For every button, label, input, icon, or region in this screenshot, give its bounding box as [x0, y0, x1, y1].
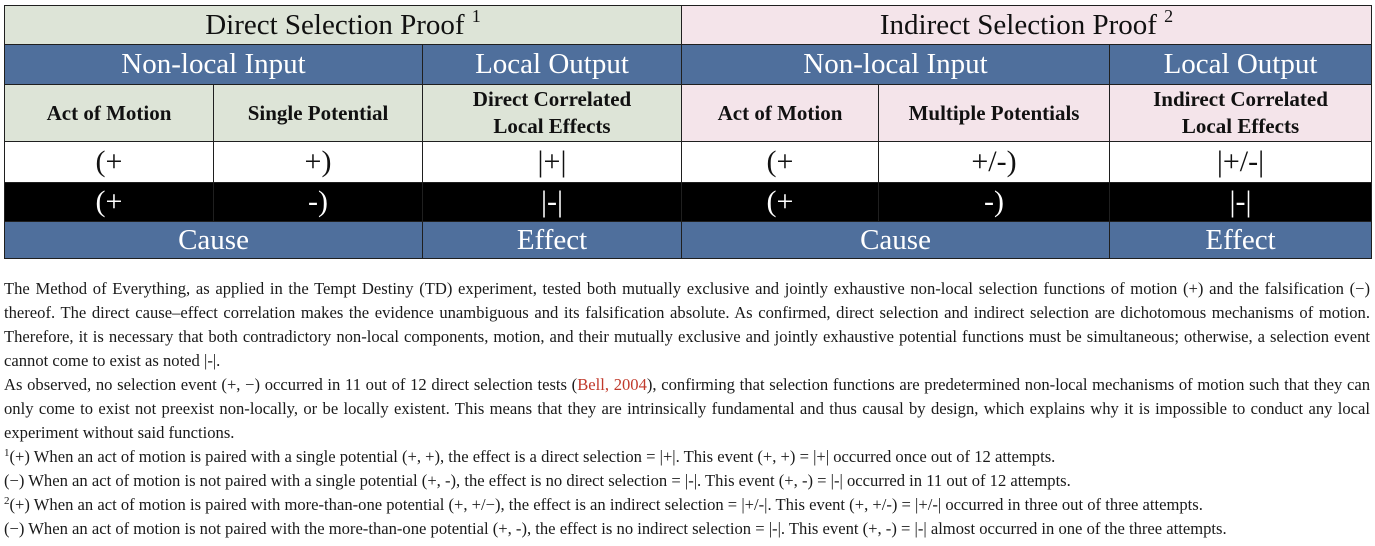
caption-paragraph-1: The Method of Everything, as applied in the Tempt Destiny (TD) experiment, tested both mutually exclusive and jointly exhaustive non-local selection functions of motion (+) and the falsification (−) thereof. The direct cause–effect correlation makes the evidence unambiguous and its falsification absolute. As confirmed, direct selection and indirect selection are dichotomous mechanisms of motion. Therefore, it is necessary that both contradictory non-local components, motion, and their mutually exclusive and jointly exhaustive potential functions must be simultaneous; otherwise, a selection event cannot come to exist as noted |-|. — [4, 279, 1370, 370]
paragraph-2-text-end: ), confirming that selection functions are predetermined non-local mechanisms of motion such that they can only come to exist not preexist non-locally, or be locally existent. This means that they are intrinsically fundamental and thus causal by design, which explains why it is impossible to conduct any local experiment without said functions. — [4, 375, 1371, 442]
minus-row — [5, 183, 1372, 222]
plus-row-cell: (+ — [682, 142, 879, 183]
direct-effects-line2: Local Effects — [493, 114, 611, 138]
minus-row-cell: -) — [879, 183, 1110, 222]
indirect-selection-proof-title — [682, 6, 1372, 45]
plus-row-cell: +/-) — [879, 142, 1110, 183]
direct-correlated-effects-header — [423, 85, 682, 142]
direct-title-footnote-mark: 1 — [471, 5, 481, 26]
plus-row-cell: (+ — [5, 142, 214, 183]
paragraph-2-text-start: As observed, no selection event (+, −) occurred in 11 out of 12 direct selection tests ( — [4, 375, 578, 394]
direct-selection-proof-title — [5, 6, 682, 45]
minus-row-cell: (+ — [682, 183, 879, 222]
plus-row-cell: +) — [214, 142, 423, 183]
plus-row-cell: |+/-| — [1110, 142, 1372, 183]
indirect-act-of-motion-header: Act of Motion — [682, 85, 879, 142]
minus-row-cell: -) — [214, 183, 423, 222]
citation-link-bell-2004[interactable]: Bell, 2004 — [577, 375, 647, 394]
direct-local-output-header: Local Output — [423, 45, 682, 85]
indirect-effects-line1: Indirect Correlated — [1153, 87, 1328, 111]
caption-paragraph-2 — [4, 373, 1370, 445]
indirect-effect-footer: Effect — [1110, 222, 1372, 259]
minus-row-cell: (+ — [5, 183, 214, 222]
direct-effects-line1: Direct Correlated — [472, 87, 632, 111]
footnote-1-positive-text: (+) When an act of motion is paired with a single potential (+, +), the effect is a direct selection = |+|. This event (+, +) = |+| occurred once out of 12 attempts. — [9, 447, 1056, 466]
minus-row-cell: |-| — [1110, 183, 1372, 222]
indirect-title-footnote-mark: 2 — [1164, 5, 1174, 26]
single-potential-header: Single Potential — [214, 85, 423, 142]
direct-effect-footer: Effect — [423, 222, 682, 259]
indirect-effects-line2: Local Effects — [1181, 114, 1300, 138]
plus-row — [5, 142, 1372, 183]
direct-act-of-motion-header: Act of Motion — [5, 85, 214, 142]
direct-cause-footer: Cause — [5, 222, 423, 259]
indirect-nonlocal-input-header: Non-local Input — [682, 45, 1110, 85]
multiple-potentials-header: Multiple Potentials — [879, 85, 1110, 142]
indirect-local-output-header: Local Output — [1110, 45, 1372, 85]
direct-nonlocal-input-header: Non-local Input — [5, 45, 423, 85]
minus-row-cell: |-| — [423, 183, 682, 222]
footnote-1-negative: (−) When an act of motion is not paired with a single potential (+, -), the effect is no direct selection = |-|. This event (+, -) = |-| occurred in 11 out of 12 attempts. — [4, 471, 1071, 490]
footnote-2-negative: (−) When an act of motion is not paired with the more-than-one potential (+, -), the effect is no indirect selection = |-|. This event (+, -) = |-| almost occurred in one of the three attempts. — [4, 519, 1227, 538]
indirect-correlated-effects-header — [1110, 85, 1372, 142]
table-caption — [4, 277, 1370, 541]
indirect-title-text: Indirect Selection Proof — [879, 8, 1157, 41]
footnote-1-mark: 1 — [4, 447, 10, 459]
footnote-2-positive — [4, 493, 1370, 517]
plus-row-cell: |+| — [423, 142, 682, 183]
indirect-cause-footer: Cause — [682, 222, 1110, 259]
selection-proof-table — [4, 5, 1372, 259]
footnote-2-mark: 2 — [4, 495, 10, 507]
footnote-1-positive — [4, 445, 1370, 469]
footnote-2-positive-text: (+) When an act of motion is paired with more-than-one potential (+, +/−), the effect is an indirect selection = |+/-|. This event (+, +/-) = |+/-| occurred in three out of three attempts. — [9, 495, 1203, 514]
direct-title-text: Direct Selection Proof — [205, 8, 465, 41]
